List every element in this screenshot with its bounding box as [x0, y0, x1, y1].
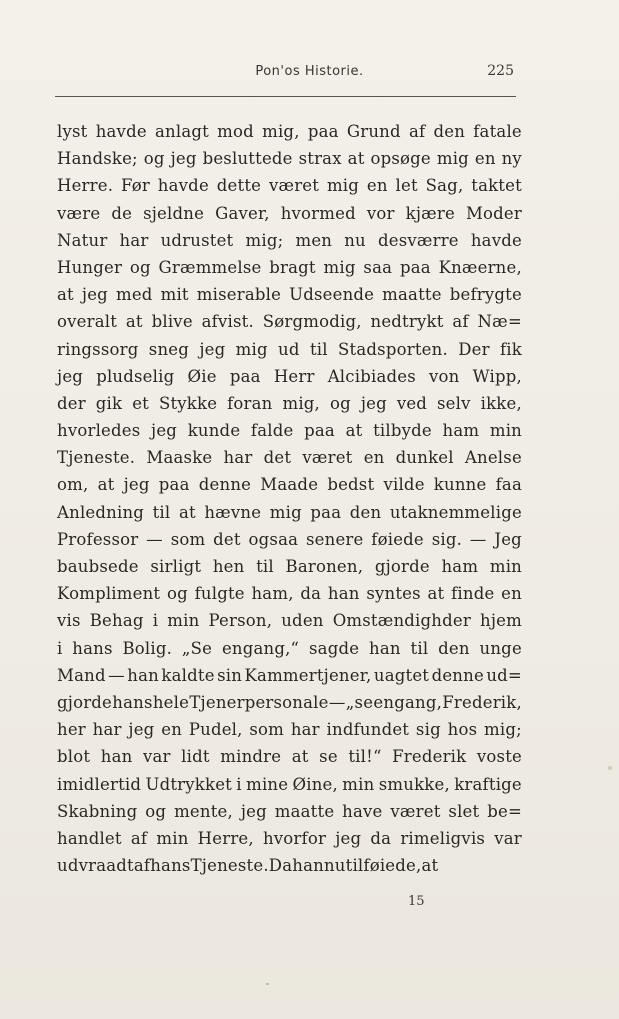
text-line: være de sjeldne Gaver, hvormed vor kjære Moder [57, 203, 522, 223]
text-line: Tjeneste. Maaske har det været en dunkel Anelse [57, 448, 522, 468]
text-line: lyst havde anlagt mod mig, paa Grund af den fatale [57, 122, 522, 141]
running-title: Pon'os Historie. [255, 64, 364, 79]
text-line: blot han var lidt mindre at se til!“ Frederik voste [57, 747, 522, 767]
text-line: Professor — som det ogsaa senere føiede sig. — Jeg [57, 529, 522, 549]
text-line: imidlertid Udtrykket i mine Øine, min smukke, kraftige [57, 774, 522, 794]
text-line: at jeg med mit miserable Udseende maatte befrygte [57, 285, 522, 305]
text-line: Anledning til at hævne mig paa den utaknemmelige [57, 502, 522, 522]
text-line: om, at jeg paa denne Maade bedst vilde kunne faa [57, 475, 522, 495]
text-line: der gik et Stykke foran mig, og jeg ved selv ikke, [57, 393, 522, 413]
page-number: 225 [487, 63, 514, 79]
text-line: i hans Bolig. „Se engang,“ sagde han til den unge [57, 638, 522, 658]
text-line: Natur har udrustet mig; men nu desværre havde [57, 230, 522, 250]
text-line: udvraadt af hans Tjeneste. Da han nu tilføiede, at [57, 856, 439, 876]
text-line: ringssorg sneg jeg mig ud til Stadsporten. Der fik [57, 339, 522, 359]
text-line: her har jeg en Pudel, som har indfundet sig hos mig; [57, 720, 522, 740]
text-line: overalt at blive afvist. Sørgmodig, nedtrykt af Næ= [57, 312, 522, 332]
text-line: Kompliment og fulgte ham, da han syntes at finde en [57, 584, 522, 604]
text-line: Handske; og jeg besluttede strax at opsøge mig en ny [57, 149, 522, 169]
body-text [57, 118, 522, 879]
text-line: hvorledes jeg kunde falde paa at tilbyde ham min [57, 421, 522, 441]
text-line: Mand — han kaldte sin Kammertjener, uagtet denne ud= [57, 665, 522, 685]
signature-mark: 15 [408, 894, 425, 909]
text-line: Skabning og mente, jeg maatte have været slet be= [57, 801, 522, 821]
paper-speck [608, 766, 612, 770]
text-line: Hunger og Græmmelse bragt mig saa paa Knæerne, [57, 257, 522, 277]
text-line: handlet af min Herre, hvorfor jeg da rimeligvis var [57, 828, 522, 848]
text-line: baubsede sirligt hen til Baronen, gjorde ham min [57, 557, 522, 576]
text-line: vis Behag i min Person, uden Omstændighder hjem [57, 611, 522, 631]
text-line: jeg pludselig Øie paa Herr Alcibiades von Wipp, [57, 366, 522, 386]
header-rule [55, 96, 516, 97]
paper-speck [266, 983, 269, 985]
text-line: Herre. Før havde dette været mig en let Sag, taktet [57, 176, 522, 196]
text-line: gjorde hans hele Tjenerpersonale — „se engang, Frederik, [57, 692, 522, 712]
